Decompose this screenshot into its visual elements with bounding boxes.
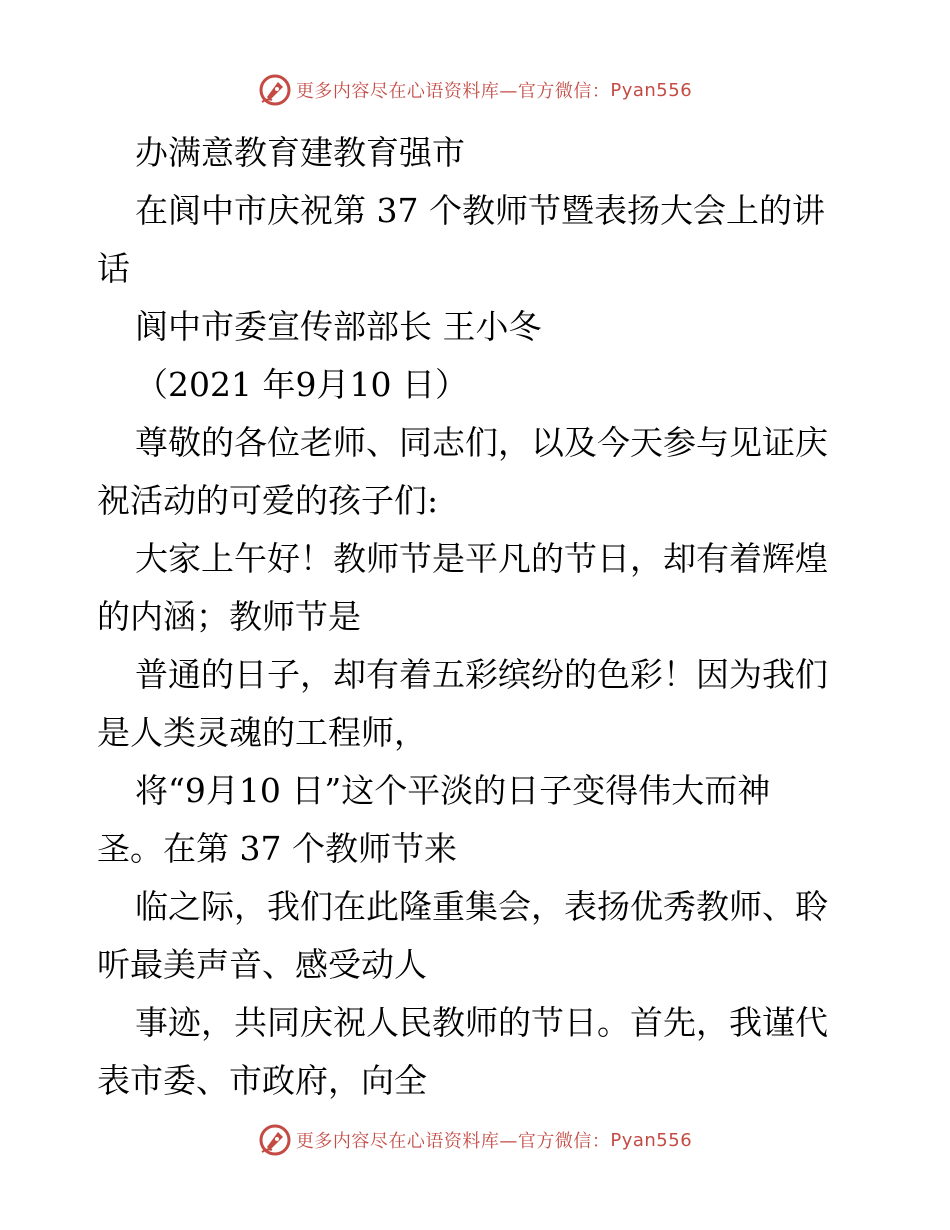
document-subtitle: 在阆中市庆祝第 37 个教师节暨表扬大会上的讲 [135,191,825,230]
paragraph-line: 表市委、市政府，向全 [97,1061,427,1100]
watermark-text: 更多内容尽在心语资料库—官方微信： [295,1131,611,1152]
paragraph-line: 圣。在第 37 个教师节来 [97,829,457,868]
paragraph-line: 祝活动的可爱的孩子们: [97,481,439,520]
paragraph-line: 将“9月10 日”这个平淡的日子变得伟大而神 [135,771,771,810]
paragraph-line: 听最美声音、感受动人 [97,945,427,984]
paragraph-line: 普通的日子，却有着五彩缤纷的色彩！因为我们 [135,655,828,694]
paragraph-line: 的内涵；教师节是 [97,597,361,636]
paragraph-line: 大家上午好！教师节是平凡的节日，却有着辉煌 [135,539,828,578]
paragraph-line: 尊敬的各位老师、同志们，以及今天参与见证庆 [135,423,828,462]
document-body [97,124,857,1110]
paragraph-line: 事迹，共同庆祝人民教师的节日。首先，我谨代 [135,1003,828,1042]
watermark-wechat-id: Pyan556 [610,79,693,101]
watermark-text: 更多内容尽在心语资料库—官方微信： [295,81,611,102]
watermark-brand [258,73,692,107]
page-footer-watermark [0,1120,950,1160]
document-title: 办满意教育建教育强市 [135,133,465,172]
watermark-brand [258,1123,692,1157]
page-header-watermark [0,70,950,110]
speaker-line: 阆中市委宣传部部长 王小冬 [135,307,542,346]
pen-nib-icon [258,73,292,107]
watermark-wechat-id: Pyan556 [610,1129,693,1151]
date-line: （2021 年9月10 日） [135,365,468,404]
paragraph-line: 临之际，我们在此隆重集会，表扬优秀教师、聆 [135,887,828,926]
paragraph-line: 是人类灵魂的工程师， [97,713,427,752]
pen-nib-icon [258,1123,292,1157]
document-subtitle-continued: 话 [97,249,130,288]
